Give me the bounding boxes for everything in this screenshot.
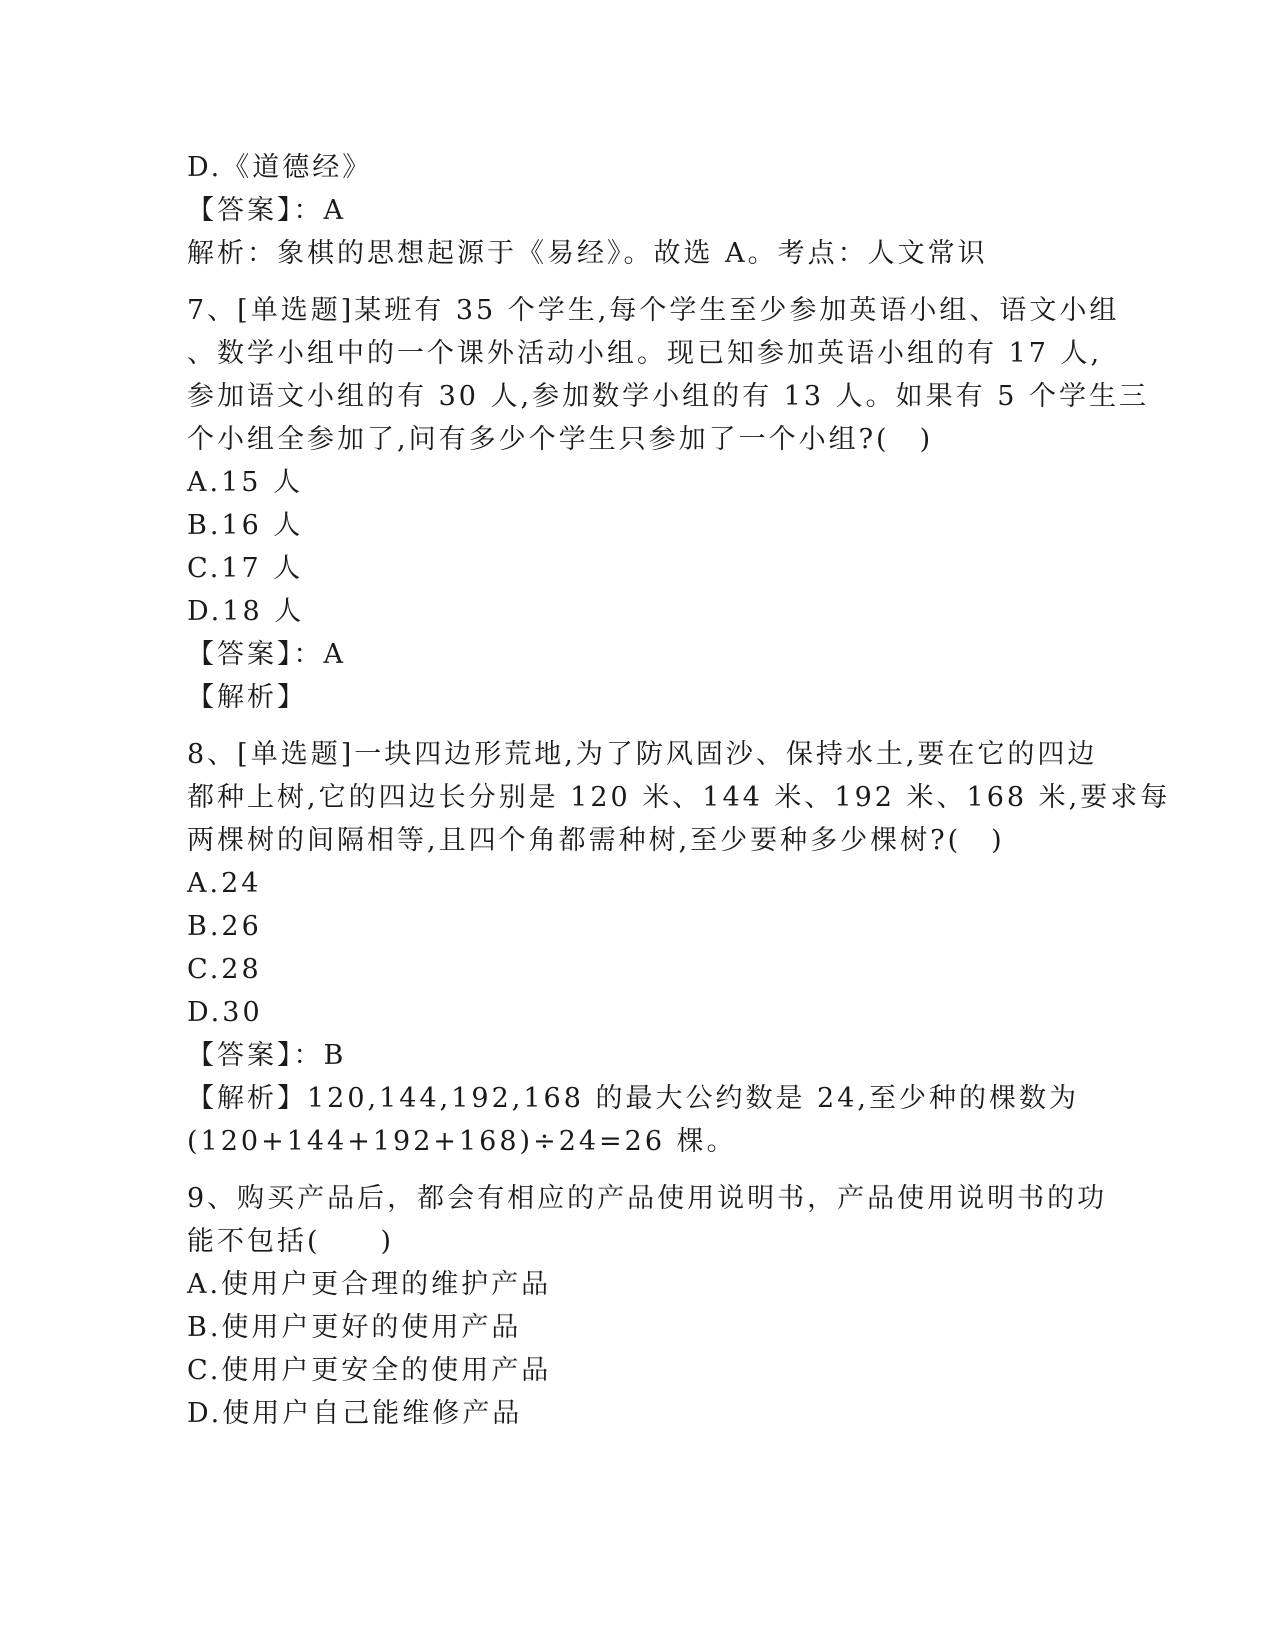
q7-stem-line: 、数学小组中的一个课外活动小组。现已知参加英语小组的有 17 人, — [187, 338, 1103, 369]
q7-stem-line: 参加语文小组的有 30 人,参加数学小组的有 13 人。如果有 5 个学生三 — [187, 381, 1149, 412]
q6-answer: 【答案】：A — [187, 195, 346, 226]
q7-stem-line: 个小组全参加了,问有多少个学生只参加了一个小组?( ) — [187, 424, 934, 455]
q8-explanation-line: (120+144+192+168)÷24=26 棵。 — [187, 1126, 737, 1157]
document-page — [187, 146, 1171, 1435]
q8-answer: 【答案】：B — [187, 1040, 347, 1071]
q7-stem-line: 7、[单选题]某班有 35 个学生,每个学生至少参加英语小组、语文小组 — [187, 295, 1120, 326]
q9-option-b: B.使用户更好的使用产品 — [187, 1312, 522, 1343]
q7-answer: 【答案】：A — [187, 639, 346, 670]
q8-option-a: A.24 — [187, 868, 262, 899]
q9-option-c: C.使用户更安全的使用产品 — [187, 1355, 552, 1386]
q8-stem-line: 8、[单选题]一块四边形荒地,为了防风固沙、保持水土,要在它的四边 — [187, 739, 1098, 770]
q7-option-a: A.15 人 — [187, 467, 304, 498]
q9-stem — [187, 1177, 1108, 1263]
q8-explanation-line: 【解析】120,144,192,168 的最大公约数是 24,至少种的棵数为 — [187, 1083, 1079, 1114]
q8-option-c: C.28 — [187, 954, 262, 985]
q8-stem-line: 两棵树的间隔相等,且四个角都需种树,至少要种多少棵树?( ) — [187, 825, 1005, 856]
q7-explanation: 【解析】 — [187, 682, 307, 713]
q6-explanation: 解析：象棋的思想起源于《易经》。故选 A。考点：人文常识 — [187, 238, 988, 269]
q7-stem — [187, 289, 1149, 461]
q7-option-b: B.16 人 — [187, 510, 304, 541]
q8-stem — [187, 733, 1171, 862]
q6-option-d: D.《道德经》 — [187, 152, 373, 183]
q8-option-d: D.30 — [187, 997, 263, 1028]
q7-option-d: D.18 人 — [187, 596, 305, 627]
q9-stem-line: 9、购买产品后，都会有相应的产品使用说明书，产品使用说明书的功 — [187, 1183, 1108, 1214]
q8-option-b: B.26 — [187, 911, 262, 942]
q9-stem-line: 能不包括( ) — [187, 1226, 395, 1257]
q7-option-c: C.17 人 — [187, 553, 304, 584]
q9-option-a: A.使用户更合理的维护产品 — [187, 1269, 552, 1300]
q9-option-d: D.使用户自己能维修产品 — [187, 1398, 523, 1429]
q8-stem-line: 都种上树,它的四边长分别是 120 米、144 米、192 米、168 米,要求每 — [187, 782, 1171, 813]
